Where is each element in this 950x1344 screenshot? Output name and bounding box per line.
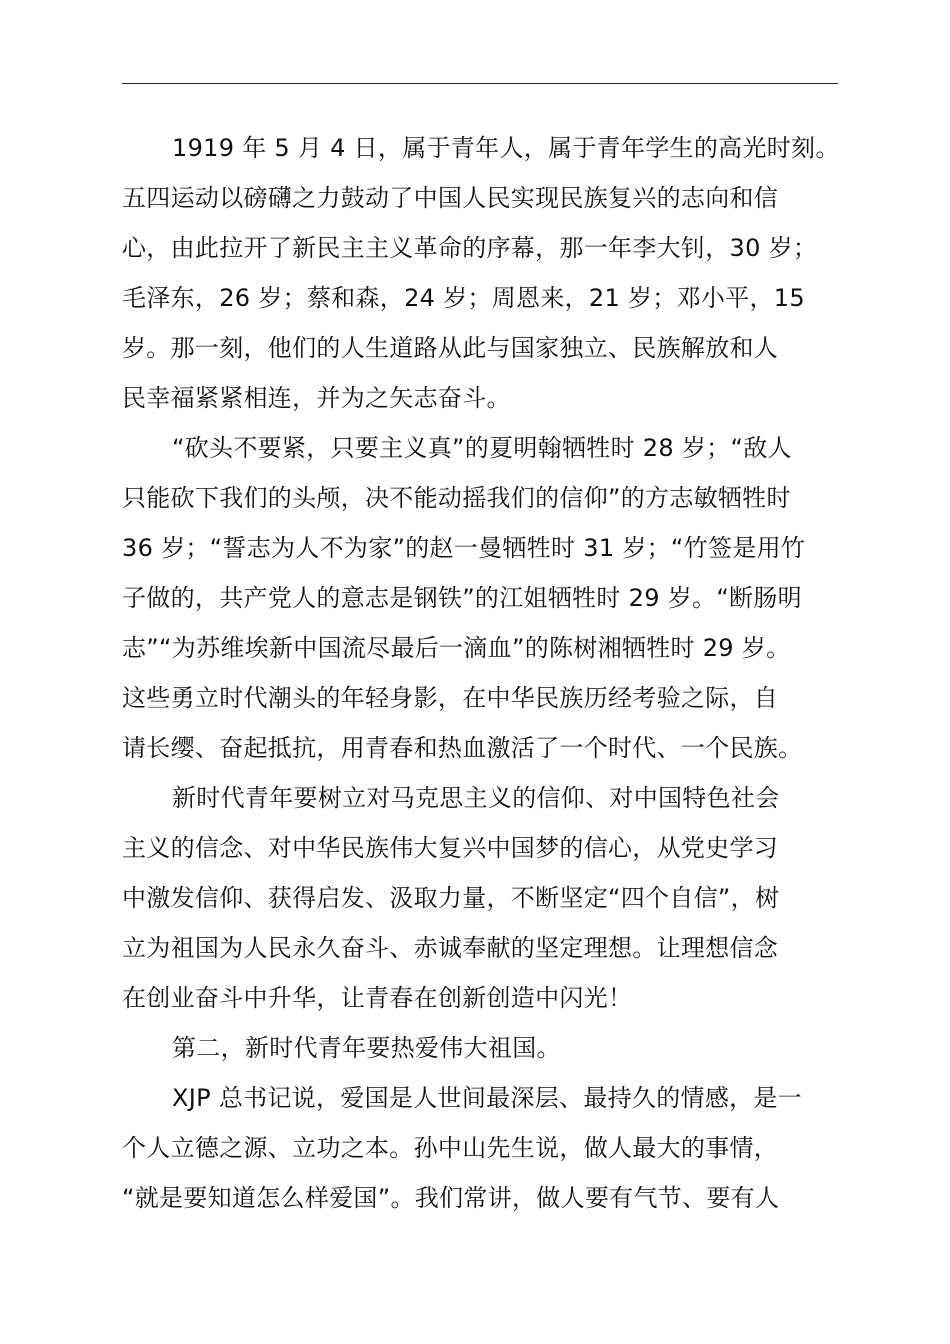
text-line: 这些勇立时代潮头的年轻身影，在中华民族历经考验之际，自	[122, 684, 779, 712]
text-line: 心，由此拉开了新民主主义革命的序幕，那一年李大钊，30 岁；	[122, 234, 818, 262]
text-line: XJP 总书记说，爱国是人世间最深层、最持久的情感，是一	[172, 1084, 803, 1112]
paragraph-new-era-youth	[122, 773, 850, 1023]
text-line: 子做的，共产党人的意志是钢铁”的江姐牺牲时 29 岁。“断肠明	[122, 584, 802, 612]
text-line: 1919 年 5 月 4 日，属于青年人，属于青年学生的高光时刻。	[172, 134, 840, 162]
text-line: 第二，新时代青年要热爱伟大祖国。	[172, 1034, 561, 1062]
text-line: 毛泽东，26 岁；蔡和森，24 岁；周恩来，21 岁；邓小平，15	[122, 284, 805, 312]
text-line: 民幸福紧紧相连，并为之矢志奋斗。	[122, 384, 511, 412]
text-line: 志”“为苏维埃新中国流尽最后一滴血”的陈树湘牺牲时 29 岁。	[122, 634, 791, 662]
text-line: “砍头不要紧，只要主义真”的夏明翰牺牲时 28 岁；“敌人	[172, 434, 792, 462]
paragraph-may-fourth	[122, 123, 850, 423]
text-line: 岁。那一刻，他们的人生道路从此与国家独立、民族解放和人	[122, 334, 779, 362]
text-line: 36 岁；“誓志为人不为家”的赵一曼牺牲时 31 岁；“竹签是用竹	[122, 534, 806, 562]
text-line: 五四运动以磅礴之力鼓动了中国人民实现民族复兴的志向和信	[122, 184, 779, 212]
text-line: 主义的信念、对中华民族伟大复兴中国梦的信心，从党史学习	[122, 834, 779, 862]
text-line: 新时代青年要树立对马克思主义的信仰、对中国特色社会	[172, 784, 780, 812]
section-heading-second	[122, 1023, 850, 1073]
header-rule	[122, 83, 838, 84]
text-line: 个人立德之源、立功之本。孙中山先生说，做人最大的事情，	[122, 1134, 779, 1162]
text-line: 只能砍下我们的头颅，决不能动摇我们的信仰”的方志敏牺牲时	[122, 484, 791, 512]
text-line: 请长缨、奋起抵抗，用青春和热血激活了一个时代、一个民族。	[122, 734, 803, 762]
body-text	[122, 123, 850, 1223]
text-line: “就是要知道怎么样爱国”。我们常讲，做人要有气节、要有人	[122, 1184, 780, 1212]
text-line: 在创业奋斗中升华，让青春在创新创造中闪光！	[122, 984, 633, 1012]
text-line: 中激发信仰、获得启发、汲取力量，不断坚定“四个自信”，树	[122, 884, 780, 912]
paragraph-martyrs	[122, 423, 850, 773]
paragraph-patriotism	[122, 1073, 850, 1223]
text-line: 立为祖国为人民永久奋斗、赤诚奉献的坚定理想。让理想信念	[122, 934, 779, 962]
